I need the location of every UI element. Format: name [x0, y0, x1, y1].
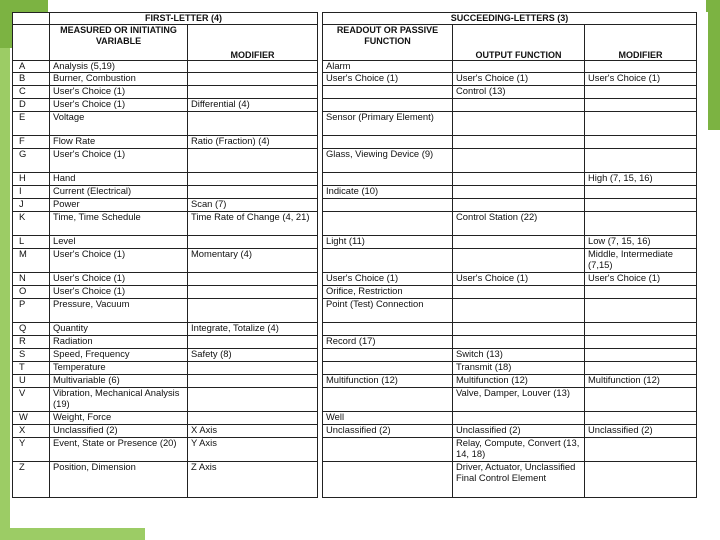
cell-output: Transmit (18)	[453, 362, 585, 375]
cell-modifier-succeeding	[585, 299, 697, 323]
table-row	[13, 136, 697, 149]
cell-output: Valve, Damper, Louver (13)	[453, 388, 585, 412]
cell-readout: Indicate (10)	[323, 186, 453, 199]
cell-modifier-succeeding	[585, 136, 697, 149]
cell-output	[453, 173, 585, 186]
cell-readout	[323, 362, 453, 375]
cell-modifier-first	[188, 286, 318, 299]
decor-green-strip-left	[0, 48, 10, 540]
cell-modifier-first	[188, 362, 318, 375]
cell-modifier-succeeding	[585, 99, 697, 112]
cell-measured: Power	[50, 199, 188, 212]
table-row	[13, 336, 697, 349]
header-letter-blank	[13, 25, 50, 61]
decor-green-strip-bottom	[0, 528, 145, 540]
table-row	[13, 462, 697, 498]
cell-output	[453, 186, 585, 199]
header-succeeding-letters: SUCCEEDING-LETTERS (3)	[323, 13, 697, 25]
cell-modifier-succeeding	[585, 349, 697, 362]
cell-output	[453, 286, 585, 299]
cell-output	[453, 249, 585, 273]
cell-modifier-first: Time Rate of Change (4, 21)	[188, 212, 318, 236]
cell-modifier-succeeding: User's Choice (1)	[585, 273, 697, 286]
table-row	[13, 61, 697, 73]
cell-letter: O	[13, 286, 50, 299]
cell-measured: Analysis (5,19)	[50, 61, 188, 73]
cell-readout: User's Choice (1)	[323, 73, 453, 86]
cell-modifier-first	[188, 375, 318, 388]
cell-modifier-succeeding	[585, 323, 697, 336]
cell-readout: Point (Test) Connection	[323, 299, 453, 323]
cell-readout	[323, 349, 453, 362]
cell-measured: Unclassified (2)	[50, 425, 188, 438]
cell-letter: A	[13, 61, 50, 73]
cell-measured: Burner, Combustion	[50, 73, 188, 86]
cell-measured: User's Choice (1)	[50, 99, 188, 112]
cell-modifier-first: Integrate, Totalize (4)	[188, 323, 318, 336]
cell-measured: Quantity	[50, 323, 188, 336]
cell-measured: Current (Electrical)	[50, 186, 188, 199]
header-modifier-first: MODIFIER	[188, 25, 318, 61]
table-row	[13, 73, 697, 86]
cell-letter: V	[13, 388, 50, 412]
cell-output	[453, 336, 585, 349]
cell-readout	[323, 462, 453, 498]
cell-output: Driver, Actuator, Unclassified Final Control Element	[453, 462, 585, 498]
cell-modifier-succeeding	[585, 186, 697, 199]
slide-area	[12, 12, 708, 528]
cell-output: User's Choice (1)	[453, 73, 585, 86]
table-row	[13, 273, 697, 286]
cell-letter: D	[13, 99, 50, 112]
cell-measured: Weight, Force	[50, 412, 188, 425]
cell-output	[453, 99, 585, 112]
cell-measured: User's Choice (1)	[50, 249, 188, 273]
cell-output: Switch (13)	[453, 349, 585, 362]
cell-modifier-first: Ratio (Fraction) (4)	[188, 136, 318, 149]
cell-modifier-first	[188, 388, 318, 412]
cell-measured: Voltage	[50, 112, 188, 136]
table-row	[13, 249, 697, 273]
header-modifier-succeeding: MODIFIER	[585, 25, 697, 61]
cell-modifier-succeeding	[585, 286, 697, 299]
table-row	[13, 362, 697, 375]
cell-readout	[323, 212, 453, 236]
cell-readout	[323, 323, 453, 336]
header-first-letter: FIRST-LETTER (4)	[50, 13, 318, 25]
cell-measured: Level	[50, 236, 188, 249]
cell-modifier-succeeding	[585, 212, 697, 236]
cell-letter: J	[13, 199, 50, 212]
table-row	[13, 173, 697, 186]
table-row	[13, 112, 697, 136]
cell-readout	[323, 388, 453, 412]
cell-measured: User's Choice (1)	[50, 86, 188, 99]
cell-readout: Unclassified (2)	[323, 425, 453, 438]
cell-output: Control Station (22)	[453, 212, 585, 236]
cell-modifier-succeeding	[585, 61, 697, 73]
cell-measured: User's Choice (1)	[50, 273, 188, 286]
table-row	[13, 236, 697, 249]
cell-output: User's Choice (1)	[453, 273, 585, 286]
cell-letter: R	[13, 336, 50, 349]
cell-letter: P	[13, 299, 50, 323]
cell-measured: Flow Rate	[50, 136, 188, 149]
table-row	[13, 323, 697, 336]
cell-modifier-succeeding: User's Choice (1)	[585, 73, 697, 86]
table-row	[13, 375, 697, 388]
cell-letter: G	[13, 149, 50, 173]
cell-readout	[323, 136, 453, 149]
header-readout: READOUT OR PASSIVE FUNCTION	[323, 25, 453, 61]
cell-letter: M	[13, 249, 50, 273]
cell-output	[453, 61, 585, 73]
isa-identification-letters-table	[12, 12, 697, 498]
table-row	[13, 186, 697, 199]
cell-letter: Q	[13, 323, 50, 336]
cell-readout: User's Choice (1)	[323, 273, 453, 286]
cell-modifier-first	[188, 273, 318, 286]
cell-modifier-succeeding	[585, 438, 697, 462]
table-row	[13, 199, 697, 212]
cell-measured: Radiation	[50, 336, 188, 349]
cell-modifier-first	[188, 112, 318, 136]
cell-modifier-succeeding: Unclassified (2)	[585, 425, 697, 438]
cell-readout: Light (11)	[323, 236, 453, 249]
cell-readout	[323, 86, 453, 99]
cell-measured: Time, Time Schedule	[50, 212, 188, 236]
cell-modifier-first	[188, 186, 318, 199]
cell-modifier-succeeding	[585, 149, 697, 173]
cell-readout: Multifunction (12)	[323, 375, 453, 388]
cell-output	[453, 112, 585, 136]
table-row	[13, 388, 697, 412]
table-row	[13, 149, 697, 173]
cell-measured: User's Choice (1)	[50, 149, 188, 173]
cell-measured: Event, State or Presence (20)	[50, 438, 188, 462]
cell-modifier-succeeding: High (7, 15, 16)	[585, 173, 697, 186]
cell-modifier-succeeding	[585, 112, 697, 136]
cell-modifier-succeeding	[585, 388, 697, 412]
cell-readout	[323, 249, 453, 273]
cell-letter: N	[13, 273, 50, 286]
cell-modifier-first: Y Axis	[188, 438, 318, 462]
cell-measured: Hand	[50, 173, 188, 186]
cell-letter: E	[13, 112, 50, 136]
cell-modifier-first	[188, 61, 318, 73]
cell-modifier-succeeding	[585, 462, 697, 498]
cell-modifier-succeeding	[585, 86, 697, 99]
cell-modifier-first: Z Axis	[188, 462, 318, 498]
cell-modifier-succeeding	[585, 199, 697, 212]
cell-letter: Y	[13, 438, 50, 462]
cell-modifier-succeeding	[585, 412, 697, 425]
cell-measured: Multivariable (6)	[50, 375, 188, 388]
cell-modifier-succeeding: Low (7, 15, 16)	[585, 236, 697, 249]
table-row	[13, 99, 697, 112]
cell-output: Control (13)	[453, 86, 585, 99]
cell-letter: H	[13, 173, 50, 186]
cell-letter: I	[13, 186, 50, 199]
cell-modifier-first	[188, 299, 318, 323]
cell-modifier-succeeding	[585, 336, 697, 349]
cell-modifier-succeeding	[585, 362, 697, 375]
cell-letter: B	[13, 73, 50, 86]
cell-readout	[323, 438, 453, 462]
cell-output	[453, 149, 585, 173]
cell-measured: Position, Dimension	[50, 462, 188, 498]
cell-readout: Orifice, Restriction	[323, 286, 453, 299]
cell-readout	[323, 173, 453, 186]
cell-measured: User's Choice (1)	[50, 286, 188, 299]
cell-output	[453, 323, 585, 336]
cell-output	[453, 136, 585, 149]
cell-modifier-first	[188, 173, 318, 186]
table-row	[13, 349, 697, 362]
table-row	[13, 86, 697, 99]
header-output-function: OUTPUT FUNCTION	[453, 25, 585, 61]
cell-letter: X	[13, 425, 50, 438]
table-row	[13, 286, 697, 299]
cell-measured: Speed, Frequency	[50, 349, 188, 362]
cell-readout: Sensor (Primary Element)	[323, 112, 453, 136]
cell-modifier-first	[188, 86, 318, 99]
cell-output	[453, 412, 585, 425]
cell-letter: Z	[13, 462, 50, 498]
cell-letter: K	[13, 212, 50, 236]
header-blank	[13, 13, 50, 25]
cell-modifier-succeeding: Multifunction (12)	[585, 375, 697, 388]
cell-letter: S	[13, 349, 50, 362]
cell-output: Multifunction (12)	[453, 375, 585, 388]
cell-readout: Record (17)	[323, 336, 453, 349]
cell-modifier-first	[188, 236, 318, 249]
cell-output: Relay, Compute, Convert (13, 14, 18)	[453, 438, 585, 462]
cell-output: Unclassified (2)	[453, 425, 585, 438]
table-row	[13, 212, 697, 236]
cell-readout	[323, 99, 453, 112]
cell-letter: F	[13, 136, 50, 149]
cell-output	[453, 299, 585, 323]
cell-modifier-first: Safety (8)	[188, 349, 318, 362]
cell-modifier-first: Scan (7)	[188, 199, 318, 212]
cell-measured: Vibration, Mechanical Analysis (19)	[50, 388, 188, 412]
cell-letter: C	[13, 86, 50, 99]
table-row	[13, 412, 697, 425]
cell-measured: Temperature	[50, 362, 188, 375]
cell-readout	[323, 199, 453, 212]
cell-readout: Well	[323, 412, 453, 425]
cell-letter: U	[13, 375, 50, 388]
table-row	[13, 438, 697, 462]
cell-readout: Alarm	[323, 61, 453, 73]
cell-modifier-succeeding: Middle, Intermediate (7,15)	[585, 249, 697, 273]
cell-readout: Glass, Viewing Device (9)	[323, 149, 453, 173]
cell-output	[453, 236, 585, 249]
header-measured-variable: MEASURED OR INITIATING VARIABLE	[50, 25, 188, 61]
cell-modifier-first	[188, 336, 318, 349]
cell-letter: W	[13, 412, 50, 425]
cell-modifier-first: X Axis	[188, 425, 318, 438]
cell-output	[453, 199, 585, 212]
cell-measured: Pressure, Vacuum	[50, 299, 188, 323]
cell-letter: T	[13, 362, 50, 375]
table-row	[13, 425, 697, 438]
cell-letter: L	[13, 236, 50, 249]
decor-green-strip-right	[706, 0, 720, 130]
cell-modifier-first: Differential (4)	[188, 99, 318, 112]
table-row	[13, 299, 697, 323]
cell-modifier-first: Momentary (4)	[188, 249, 318, 273]
cell-modifier-first	[188, 412, 318, 425]
cell-modifier-first	[188, 149, 318, 173]
cell-modifier-first	[188, 73, 318, 86]
